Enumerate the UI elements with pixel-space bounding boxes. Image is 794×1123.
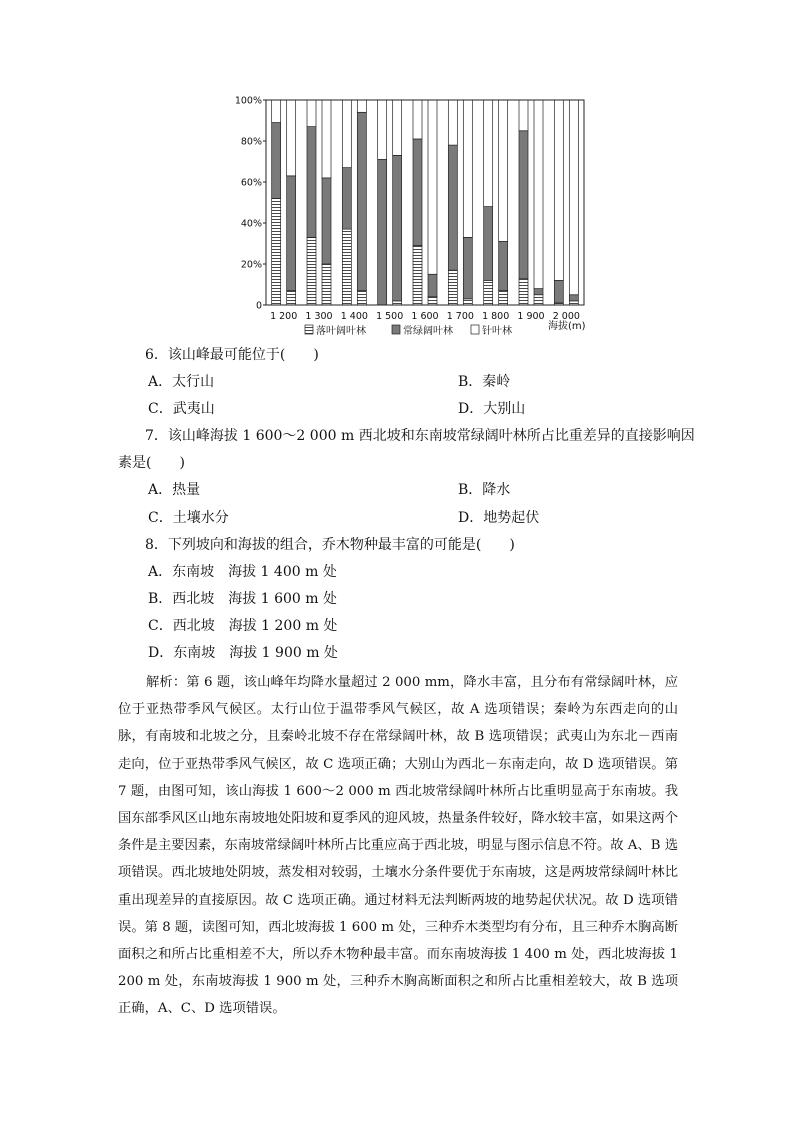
x-tick-label: 1 200 (270, 311, 298, 322)
bar-segment-deciduous-northwest (484, 280, 493, 305)
question-8-stem: 8．下列坡向和海拔的组合，乔木物种最丰富的可能是( ) (145, 537, 515, 553)
bar-segment-evergreen-northwest (307, 127, 316, 238)
bar-segment-conifer-northwest (448, 100, 457, 145)
y-tick-label: 40% (240, 218, 262, 230)
bar-segment-conifer-southeast (428, 100, 437, 274)
x-axis-label: 海拔(m) (548, 321, 586, 332)
bar-segment-evergreen-northwest (342, 168, 351, 230)
bar-segment-conifer-northwest (484, 100, 493, 207)
bar-segment-conifer-northwest (519, 100, 528, 131)
bar-segment-conifer-southeast (393, 100, 402, 155)
bar-segment-evergreen-southeast (569, 295, 578, 301)
bar-segment-evergreen-northwest (448, 145, 457, 270)
bar-segment-conifer-southeast (569, 100, 578, 295)
y-tick-label: 0 (255, 300, 262, 312)
bar-segment-deciduous-southeast (393, 301, 402, 305)
bar-segment-evergreen-northwest (272, 123, 281, 199)
question-6-stem: 6．该山峰最可能位于( ) (145, 347, 319, 363)
x-tick-label: 1 900 (517, 311, 545, 322)
x-tick-label: 1 500 (376, 311, 404, 322)
q7-option-a: A．热量 (148, 482, 201, 498)
x-tick-label: 1 400 (340, 311, 368, 322)
x-tick-label: 1 600 (411, 311, 439, 322)
bar-segment-conifer-northwest (272, 100, 281, 123)
legend (305, 324, 512, 337)
legend-label-conifer: 针叶林 (482, 326, 512, 337)
bar-segment-conifer-northwest (307, 100, 316, 127)
bar-segment-evergreen-southeast (287, 176, 296, 291)
bar-segment-evergreen-southeast (357, 112, 366, 290)
bar-segment-deciduous-southeast (357, 291, 366, 305)
bar-segment-conifer-northwest (554, 100, 563, 280)
q8-option-c: C．西北坡 海拔 1 200 m 处 (148, 618, 338, 634)
bar-segment-conifer-northwest (413, 100, 422, 139)
bar-segment-evergreen-southeast (499, 241, 508, 290)
bar-segment-deciduous-northwest (342, 229, 351, 305)
bar-segment-conifer-southeast (287, 100, 296, 176)
bar-segment-conifer-southeast (534, 100, 543, 289)
y-tick-label: 80% (240, 136, 262, 148)
bar-segment-conifer-southeast (357, 100, 366, 112)
bar-segment-deciduous-southeast (499, 291, 508, 305)
q6-option-d: D．大别山 (458, 401, 526, 417)
legend-swatch-deciduous (305, 325, 313, 334)
bar-segment-deciduous-southeast (463, 299, 472, 305)
bar-segment-deciduous-southeast (287, 291, 296, 305)
legend-swatch-evergreen (392, 325, 400, 334)
y-tick-label: 100% (234, 95, 262, 107)
bar-segment-deciduous-southeast (569, 301, 578, 305)
bar-segment-evergreen-southeast (463, 237, 472, 299)
bar-segment-deciduous-southeast (534, 295, 543, 305)
forest-composition-chart (226, 92, 606, 342)
bar-segment-deciduous-northwest (519, 278, 528, 305)
bar-segment-evergreen-northwest (378, 159, 387, 305)
bar-segment-deciduous-northwest (272, 198, 281, 305)
bar-segment-deciduous-southeast (428, 297, 437, 305)
bar-segment-evergreen-northwest (554, 280, 563, 303)
bar-segment-deciduous-northwest (413, 246, 422, 305)
q8-option-b: B．西北坡 海拔 1 600 m 处 (148, 591, 337, 607)
q6-option-c: C．武夷山 (148, 401, 215, 417)
q8-option-d: D．东南坡 海拔 1 900 m 处 (148, 645, 338, 661)
answer-explanation: 解析：第 6 题，该山峰年均降水量超过 2 000 mm，降水丰富，且分布有常绿阔叶林，应位于亚热带季风气候区。太行山位于温带季风气候区，故 A 选项错误；秦岭为东西走向的山脉，有南坡和北坡之分，且秦岭北坡不存在常绿阔叶林，故 B 选项错误；武夷山为东北－西南走向，位于亚热带季风气候区，故 C 选项正确；大别山为西北－东南走向，故 D 选项错误。第 7 题，由图可知，该山海拔 1 600～2 000 m 西北坡常绿阔叶林所占比重明显高于东南坡。我国东部季风区山地东南坡地处阳坡和夏季风的迎风坡，热量条件较好，降水较丰富，如果这两个条件是主要因素，东南坡常绿阔叶林所占比重应高于西北坡，明显与图示信息不符。故 A、B 选项错误。西北坡地处阴坡，蒸发相对较弱，土壤水分条件要优于东南坡，这是两坡常绿阔叶林比重出现差异的直接原因。故 C 选项正确。通过材料无法判断两坡的地势起伏状况。故 D 选项错误。第 8 题，读图可知，西北坡海拔 1 600 m 处，三种乔木类型均有分布，且三种乔木胸高断面积之和所占比重相差不大，所以乔木物种最丰富。而东南坡海拔 1 400 m 处，西北坡海拔 1 200 m 处，东南坡海拔 1 900 m 处，三种乔木胸高断面积之和所占比重相差较大，故 B 选项正确，A、C、D 选项错误。 (118, 675, 678, 1017)
bar-segment-evergreen-southeast (322, 178, 331, 264)
q7-option-b: B．降水 (458, 482, 511, 498)
legend-label-deciduous: 落叶阔叶林 (316, 326, 366, 337)
bar-segment-deciduous-northwest (307, 237, 316, 305)
bar-segment-conifer-southeast (463, 100, 472, 237)
bar-segment-evergreen-northwest (519, 131, 528, 279)
bar-segment-deciduous-northwest (448, 270, 457, 305)
x-tick-label: 1 300 (305, 311, 333, 322)
bar-segment-deciduous-southeast (322, 264, 331, 305)
bar-segment-conifer-southeast (499, 100, 508, 241)
question-7-stem-line2: 素是( ) (118, 455, 185, 471)
bar-segment-evergreen-northwest (413, 139, 422, 246)
bar-segment-conifer-southeast (322, 100, 331, 178)
legend-swatch-conifer (471, 325, 479, 334)
q7-option-d: D．地势起伏 (458, 510, 540, 526)
bar-segment-evergreen-southeast (428, 274, 437, 297)
y-tick-label: 60% (240, 177, 262, 189)
x-tick-label: 1 700 (446, 311, 474, 322)
bar-segment-evergreen-southeast (393, 155, 402, 301)
bar-segment-evergreen-southeast (534, 289, 543, 295)
x-tick-label: 2 000 (552, 311, 580, 322)
bar-segment-evergreen-northwest (484, 207, 493, 281)
question-7-stem-line1: 7．该山峰海拔 1 600～2 000 m 西北坡和东南坡常绿阔叶林所占比重差异的直接影响因 (145, 428, 695, 444)
q6-option-b: B．秦岭 (458, 374, 511, 390)
legend-label-evergreen: 常绿阔叶林 (403, 326, 453, 337)
q6-option-a: A．太行山 (148, 374, 215, 390)
q7-option-c: C．土壤水分 (148, 510, 229, 526)
q8-option-a: A．东南坡 海拔 1 400 m 处 (148, 564, 337, 580)
x-tick-label: 1 800 (482, 311, 510, 322)
y-tick-label: 20% (240, 259, 262, 271)
bar-segment-conifer-northwest (342, 100, 351, 168)
bar-segment-conifer-northwest (378, 100, 387, 159)
